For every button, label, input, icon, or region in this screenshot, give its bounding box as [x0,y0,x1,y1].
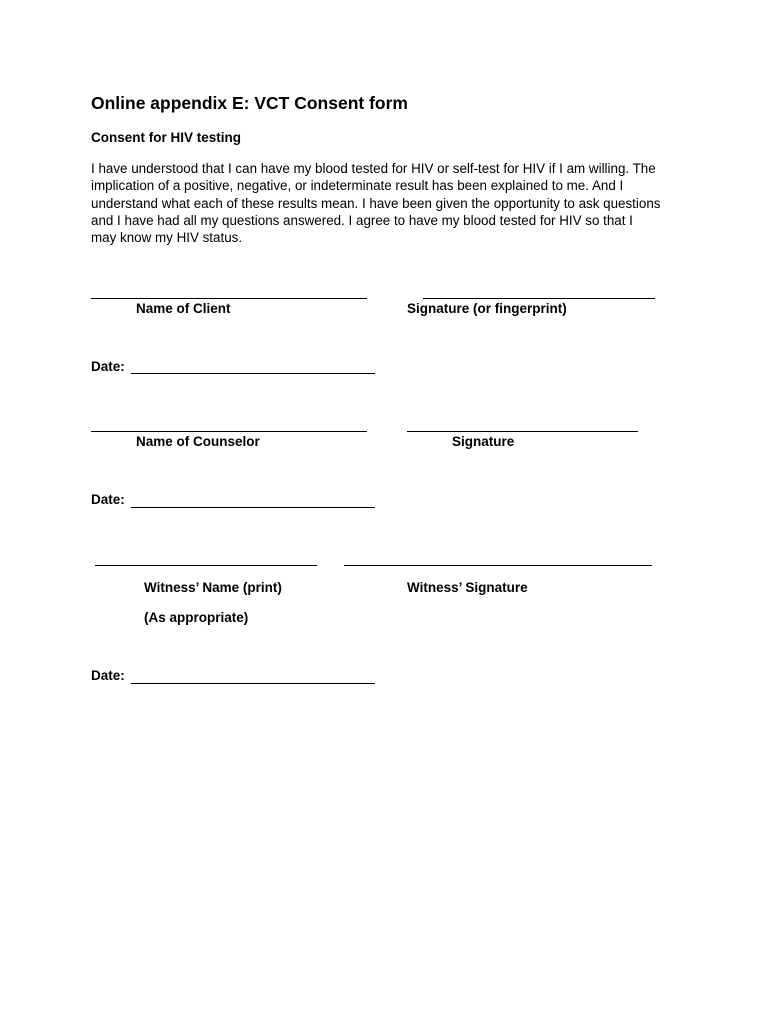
client-date-label: Date: [91,359,125,374]
counselor-date-label: Date: [91,492,125,507]
witness-name-note: (As appropriate) [144,610,249,625]
page-title: Online appendix E: VCT Consent form [91,93,408,113]
counselor-name-label: Name of Counselor [136,434,260,449]
consent-line: and I have had all my questions answered. I agree to have my blood tested for HIV so that I [91,212,633,228]
counselor-date-line[interactable] [131,507,375,508]
witness-date-line[interactable] [131,683,375,684]
consent-line: I have understood that I can have my blood tested for HIV or self-test for HIV if I am willing. The [91,161,656,176]
counselor-signature-line[interactable] [407,431,638,432]
witness-name-line[interactable] [95,565,317,566]
client-signature-line[interactable] [423,298,655,299]
witness-signature-line[interactable] [344,565,652,566]
counselor-name-line[interactable] [91,431,367,432]
counselor-signature-label: Signature [452,434,515,449]
client-date-line[interactable] [131,373,375,374]
client-name-line[interactable] [91,298,367,299]
consent-line: implication of a positive, negative, or indeterminate result has been explained to me. And I [91,178,624,194]
consent-line: may know my HIV status. [91,230,243,246]
consent-statement [91,160,691,246]
witness-name-label: Witness’ Name (print) [144,580,282,595]
client-signature-label: Signature (or fingerprint) [407,301,567,316]
client-name-label: Name of Client [136,301,231,316]
section-heading: Consent for HIV testing [91,130,242,145]
consent-line: understand what each of these results mean. I have been given the opportunity to ask questions [91,195,661,211]
witness-date-label: Date: [91,668,125,683]
witness-signature-label: Witness’ Signature [407,580,528,595]
